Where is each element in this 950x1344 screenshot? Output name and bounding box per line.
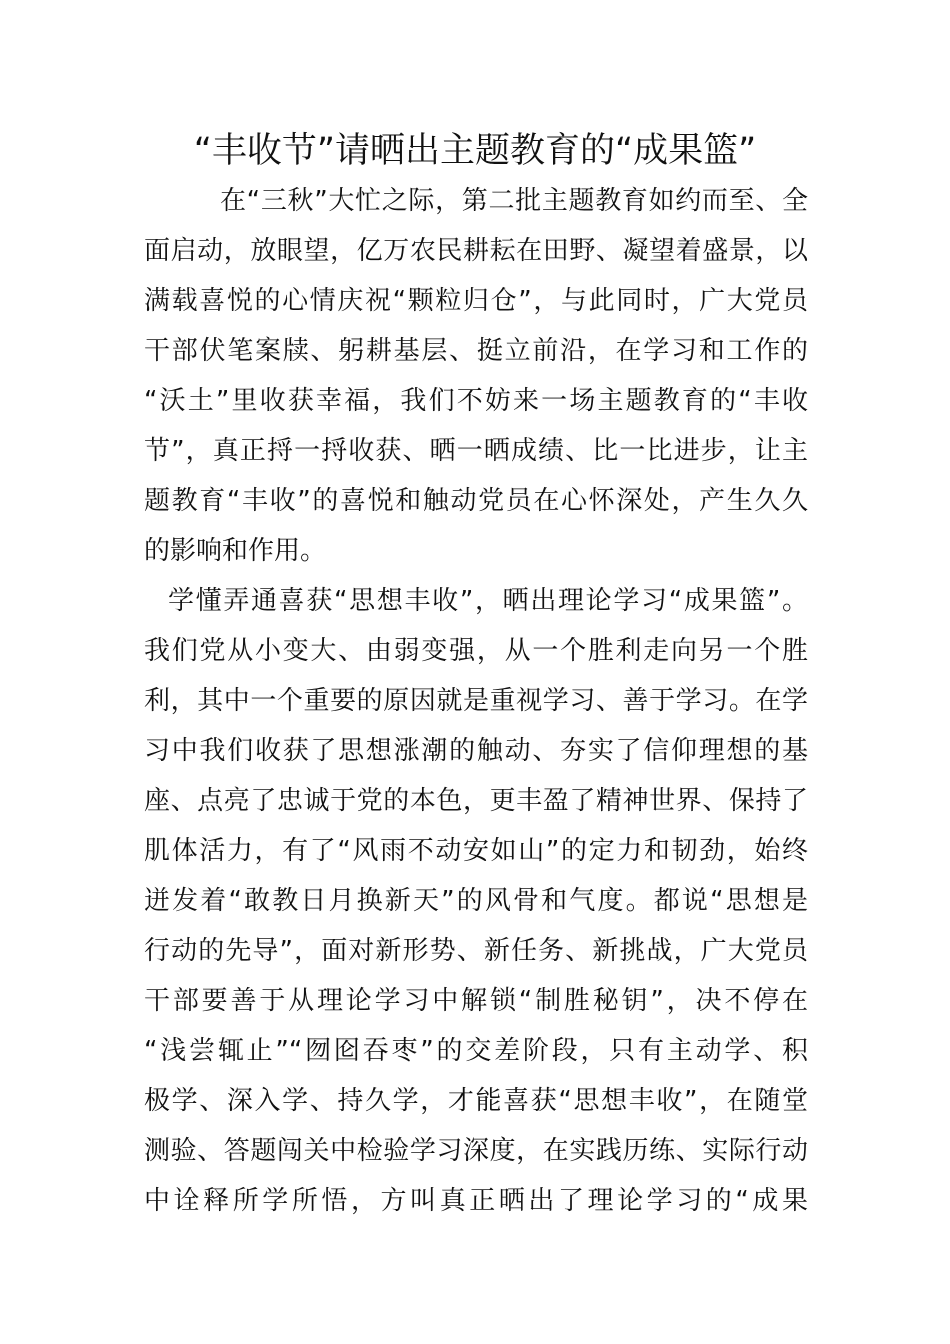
paragraph-line: 题教育“丰收”的喜悦和触动党员在心怀深处，产生久久 [144, 486, 808, 516]
paragraph-line: 干部要善于从理论学习中解锁“制胜秘钥”，决不停在 [144, 986, 808, 1016]
paragraph-line: 节”，真正捋一捋收获、晒一晒成绩、比一比进步，让主 [144, 436, 808, 466]
paragraph-line: 利，其中一个重要的原因就是重视学习、善于学习。在学 [144, 686, 808, 716]
paragraph-line: 在“三秋”大忙之际，第二批主题教育如约而至、全 [220, 186, 808, 216]
paragraph-line: 习中我们收获了思想涨潮的触动、夯实了信仰理想的基 [144, 736, 808, 766]
paragraph-line: “浅尝辄止”“囫囵吞枣”的交差阶段，只有主动学、积 [144, 1036, 808, 1066]
document-body [144, 176, 808, 1226]
paragraph-line: 测验、答题闯关中检验学习深度，在实践历练、实际行动 [144, 1136, 808, 1166]
paragraph-line: 极学、深入学、持久学，才能喜获“思想丰收”，在随堂 [144, 1086, 808, 1116]
paragraph-line: “沃土”里收获幸福，我们不妨来一场主题教育的“丰收 [144, 386, 808, 416]
paragraph-line: 满载喜悦的心情庆祝“颗粒归仓”，与此同时，广大党员 [144, 286, 808, 316]
paragraph-line: 中诠释所学所悟，方叫真正晒出了理论学习的“成果 [144, 1186, 808, 1216]
paragraph-line: 肌体活力，有了“风雨不动安如山”的定力和韧劲，始终 [144, 836, 808, 866]
paragraph-line: 学懂弄通喜获“思想丰收”，晒出理论学习“成果篮”。 [168, 586, 808, 616]
paragraph-line: 座、点亮了忠诚于党的本色，更丰盈了精神世界、保持了 [144, 786, 808, 816]
paragraph-line: 我们党从小变大、由弱变强，从一个胜利走向另一个胜 [144, 636, 808, 666]
paragraph-line: 行动的先导”，面对新形势、新任务、新挑战，广大党员 [144, 936, 808, 966]
paragraph-line: 干部伏笔案牍、躬耕基层、挺立前沿，在学习和工作的 [144, 336, 808, 366]
paragraph-line: 的影响和作用。 [144, 536, 327, 566]
document-title: “丰收节”请晒出主题教育的“成果篮” [193, 131, 757, 171]
paragraph-line: 面启动，放眼望，亿万农民耕耘在田野、凝望着盛景，以 [144, 236, 808, 266]
paragraph-line: 迸发着“敢教日月换新天”的风骨和气度。都说“思想是 [144, 886, 808, 916]
